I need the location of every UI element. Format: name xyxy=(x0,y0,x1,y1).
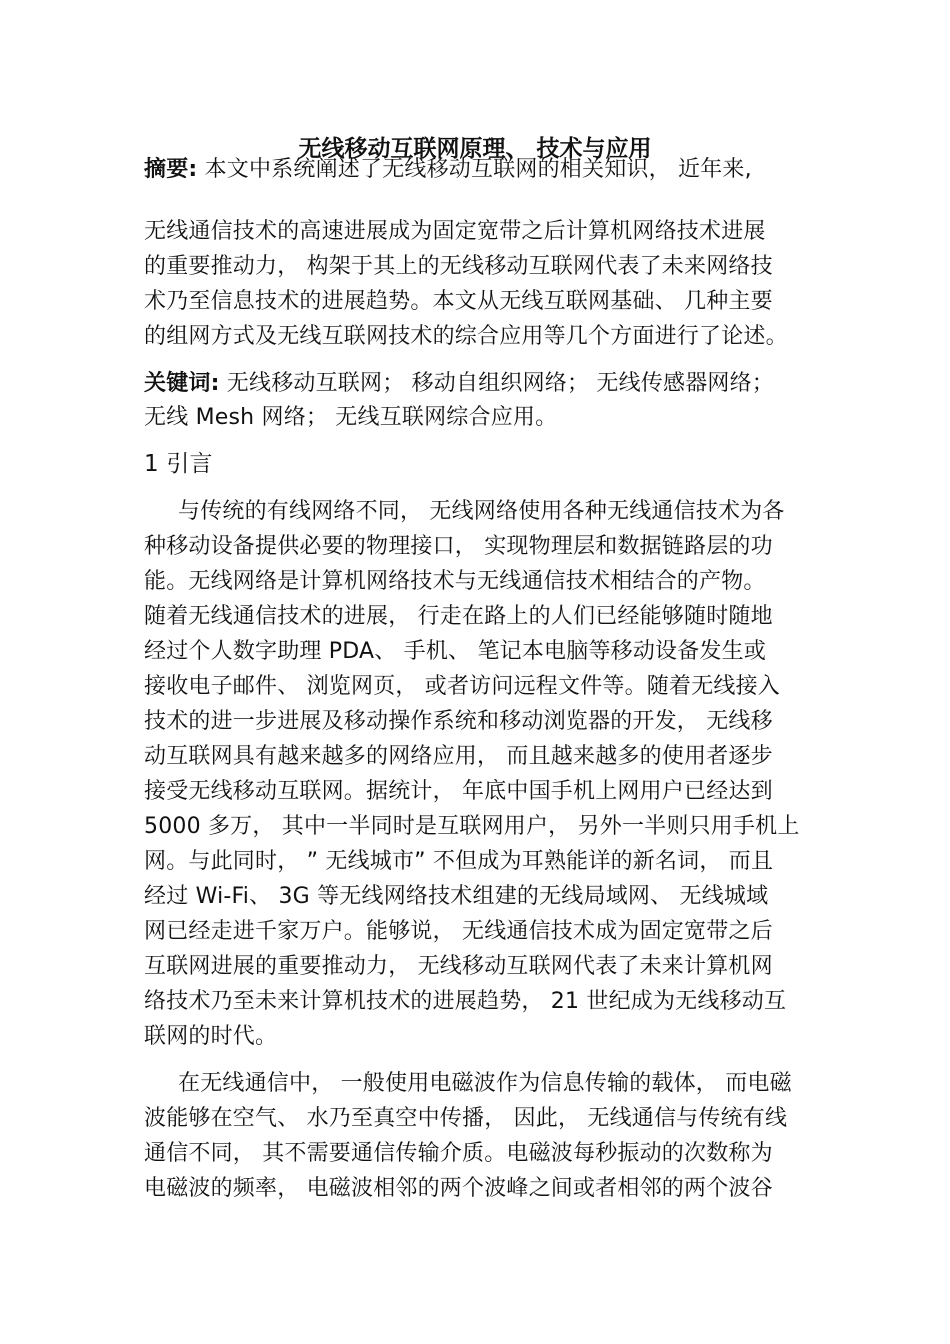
para1-line: 联网的时代。 xyxy=(144,1024,278,1049)
abstract-line-2: 无线通信技术的高速进展成为固定宽带之后计算机网络技术进展 xyxy=(144,219,766,244)
abstract-text: 本文中系统阐述了无线移动互联网的相关知识， 近年来, xyxy=(197,157,752,182)
abstract-line-4: 术乃至信息技术的进展趋势。本文从无线互联网基础、 几种主要 xyxy=(144,289,773,314)
para1-line: 与传统的有线网络不同， 无线网络使用各种无线通信技术为各 xyxy=(178,499,785,524)
abstract-line-1 xyxy=(144,152,752,187)
keywords-text: 无线移动互联网； 移动自组织网络； 无线传感器网络； xyxy=(219,371,774,396)
para2-line: 通信不同， 其不需要通信传输介质。电磁波每秒振动的次数称为 xyxy=(144,1141,773,1166)
para1-line: 络技术乃至未来计算机技术的进展趋势， 21 世纪成为无线移动互 xyxy=(144,989,787,1014)
para1-line: 经过 Wi-Fi、 3G 等无线网络技术组建的无线局域网、 无线城域 xyxy=(144,884,769,909)
para2-line: 波能够在空气、 水乃至真空中传播， 因此， 无线通信与传统有线 xyxy=(144,1106,788,1131)
para1-line: 网已经走进千家万户。能够说， 无线通信技术成为固定宽带之后 xyxy=(144,919,773,944)
para1-line: 互联网进展的重要推动力， 无线移动互联网代表了未来计算机网 xyxy=(144,954,773,979)
abstract-line-5: 的组网方式及无线互联网技术的综合应用等几个方面进行了论述。 xyxy=(144,324,788,349)
para1-line: 接受无线移动互联网。据统计， 年底中国手机上网用户已经达到 xyxy=(144,779,773,804)
section-heading: 1 引言 xyxy=(144,451,213,477)
keywords-line-1 xyxy=(144,366,774,401)
para1-line: 接收电子邮件、 浏览网页， 或者访问远程文件等。随着无线接入 xyxy=(144,674,780,699)
para1-line: 网。与此同时， ” 无线城市” 不但成为耳熟能详的新名词， 而且 xyxy=(144,849,774,874)
para1-line: 随着无线通信技术的进展， 行走在路上的人们已经能够随时随地 xyxy=(144,604,773,629)
para1-line: 种移动设备提供必要的物理接口， 实现物理层和数据链路层的功 xyxy=(144,534,773,559)
para1-line: 技术的进一步进展及移动操作系统和移动浏览器的开发， 无线移 xyxy=(144,709,773,734)
para2-line: 电磁波的频率， 电磁波相邻的两个波峰之间或者相邻的两个波谷 xyxy=(144,1176,773,1201)
keywords-line-2: 无线 Mesh 网络； 无线互联网综合应用。 xyxy=(144,405,558,430)
para1-line: 动互联网具有越来越多的网络应用， 而且越来越多的使用者逐步 xyxy=(144,744,773,769)
para2-line: 在无线通信中， 一般使用电磁波作为信息传输的载体， 而电磁 xyxy=(178,1071,792,1096)
abstract-line-3: 的重要推动力， 构架于其上的无线移动互联网代表了未来网络技 xyxy=(144,254,773,279)
para1-line: 5000 多万， 其中一半同时是互联网用户， 另外一半则只用手机上 xyxy=(144,814,800,839)
abstract-label: 摘要: xyxy=(144,157,198,182)
para1-line: 经过个人数字助理 PDA、 手机、 笔记本电脑等移动设备发生或 xyxy=(144,639,767,664)
para1-line: 能。无线网络是计算机网络技术与无线通信技术相结合的产物。 xyxy=(144,569,766,594)
page-title: 无线移动互联网原理、 技术与应用 xyxy=(298,136,652,162)
keywords-label: 关键词: xyxy=(144,371,220,396)
